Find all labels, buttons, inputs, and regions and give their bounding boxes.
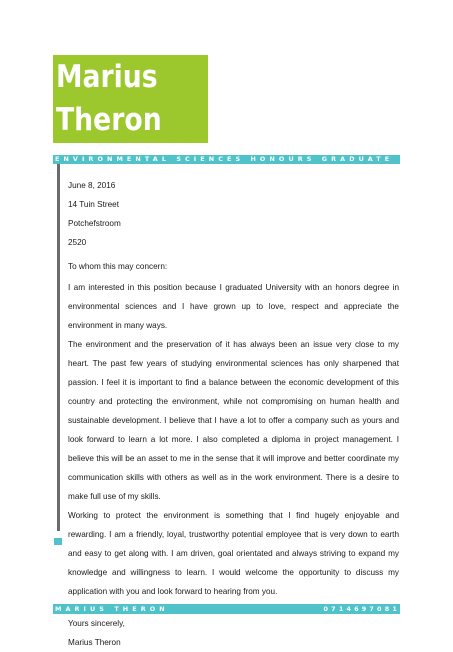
paragraph-2: The environment and the preservation of it has always been an issue very close to my heart. The past few years of studying environmental sciences has only sharpened that passion. I feel it is important to find a balance between the economic development of this country and protecting the environment, while not compromising on human health and sustainable development. I believe that I have a lot to offer a company such as yours and look forward to learn a lot more. I also completed a diploma in project management. I believe this will be an asset to me in the sense that it will improve and better coordinate my communication skills with others as well as in the work environment. There is a desire to make full use of my skills. [68,340,399,501]
letter-date: June 8, 2016 [68,181,116,190]
address-block [68,176,399,252]
footer-phone: 0714697081 [323,605,400,613]
first-name: Marius [56,59,158,95]
address-line: 14 Tuin Street [68,200,119,209]
address-postal-code: 2520 [68,238,87,247]
last-name: Theron [56,102,162,138]
footer-name: MARIUS THERON [55,605,169,613]
signature-name: Marius Theron [68,638,121,647]
tagline: ENVIRONMENTAL SCIENCES HONOURS GRADUATE [55,155,394,163]
left-rule [57,164,60,531]
tagline-band [53,155,400,164]
accent-square [54,538,62,545]
closing: Yours sincerely, [68,619,125,628]
footer-band [53,604,400,614]
address-city: Potchefstroom [68,219,121,228]
paragraph-1: I am interested in this position because I graduated University with an honors degree in environmental sciences and I have grown up to love, respect and appreciate the environment in many ways. [68,283,399,330]
cover-letter [68,176,399,652]
paragraph-3: Working to protect the environment is something that I find hugely enjoyable and rewarding. I am a friendly, loyal, trustworthy potential employee that is very down to earth and easy to get along with. I am driven, goal orientated and always striving to expand my knowledge and willingness to learn. I would welcome the opportunity to discuss my application with you and look forward to hearing from you. [68,511,399,596]
salutation: To whom this may concern: [68,262,168,271]
letter-body [68,278,399,601]
